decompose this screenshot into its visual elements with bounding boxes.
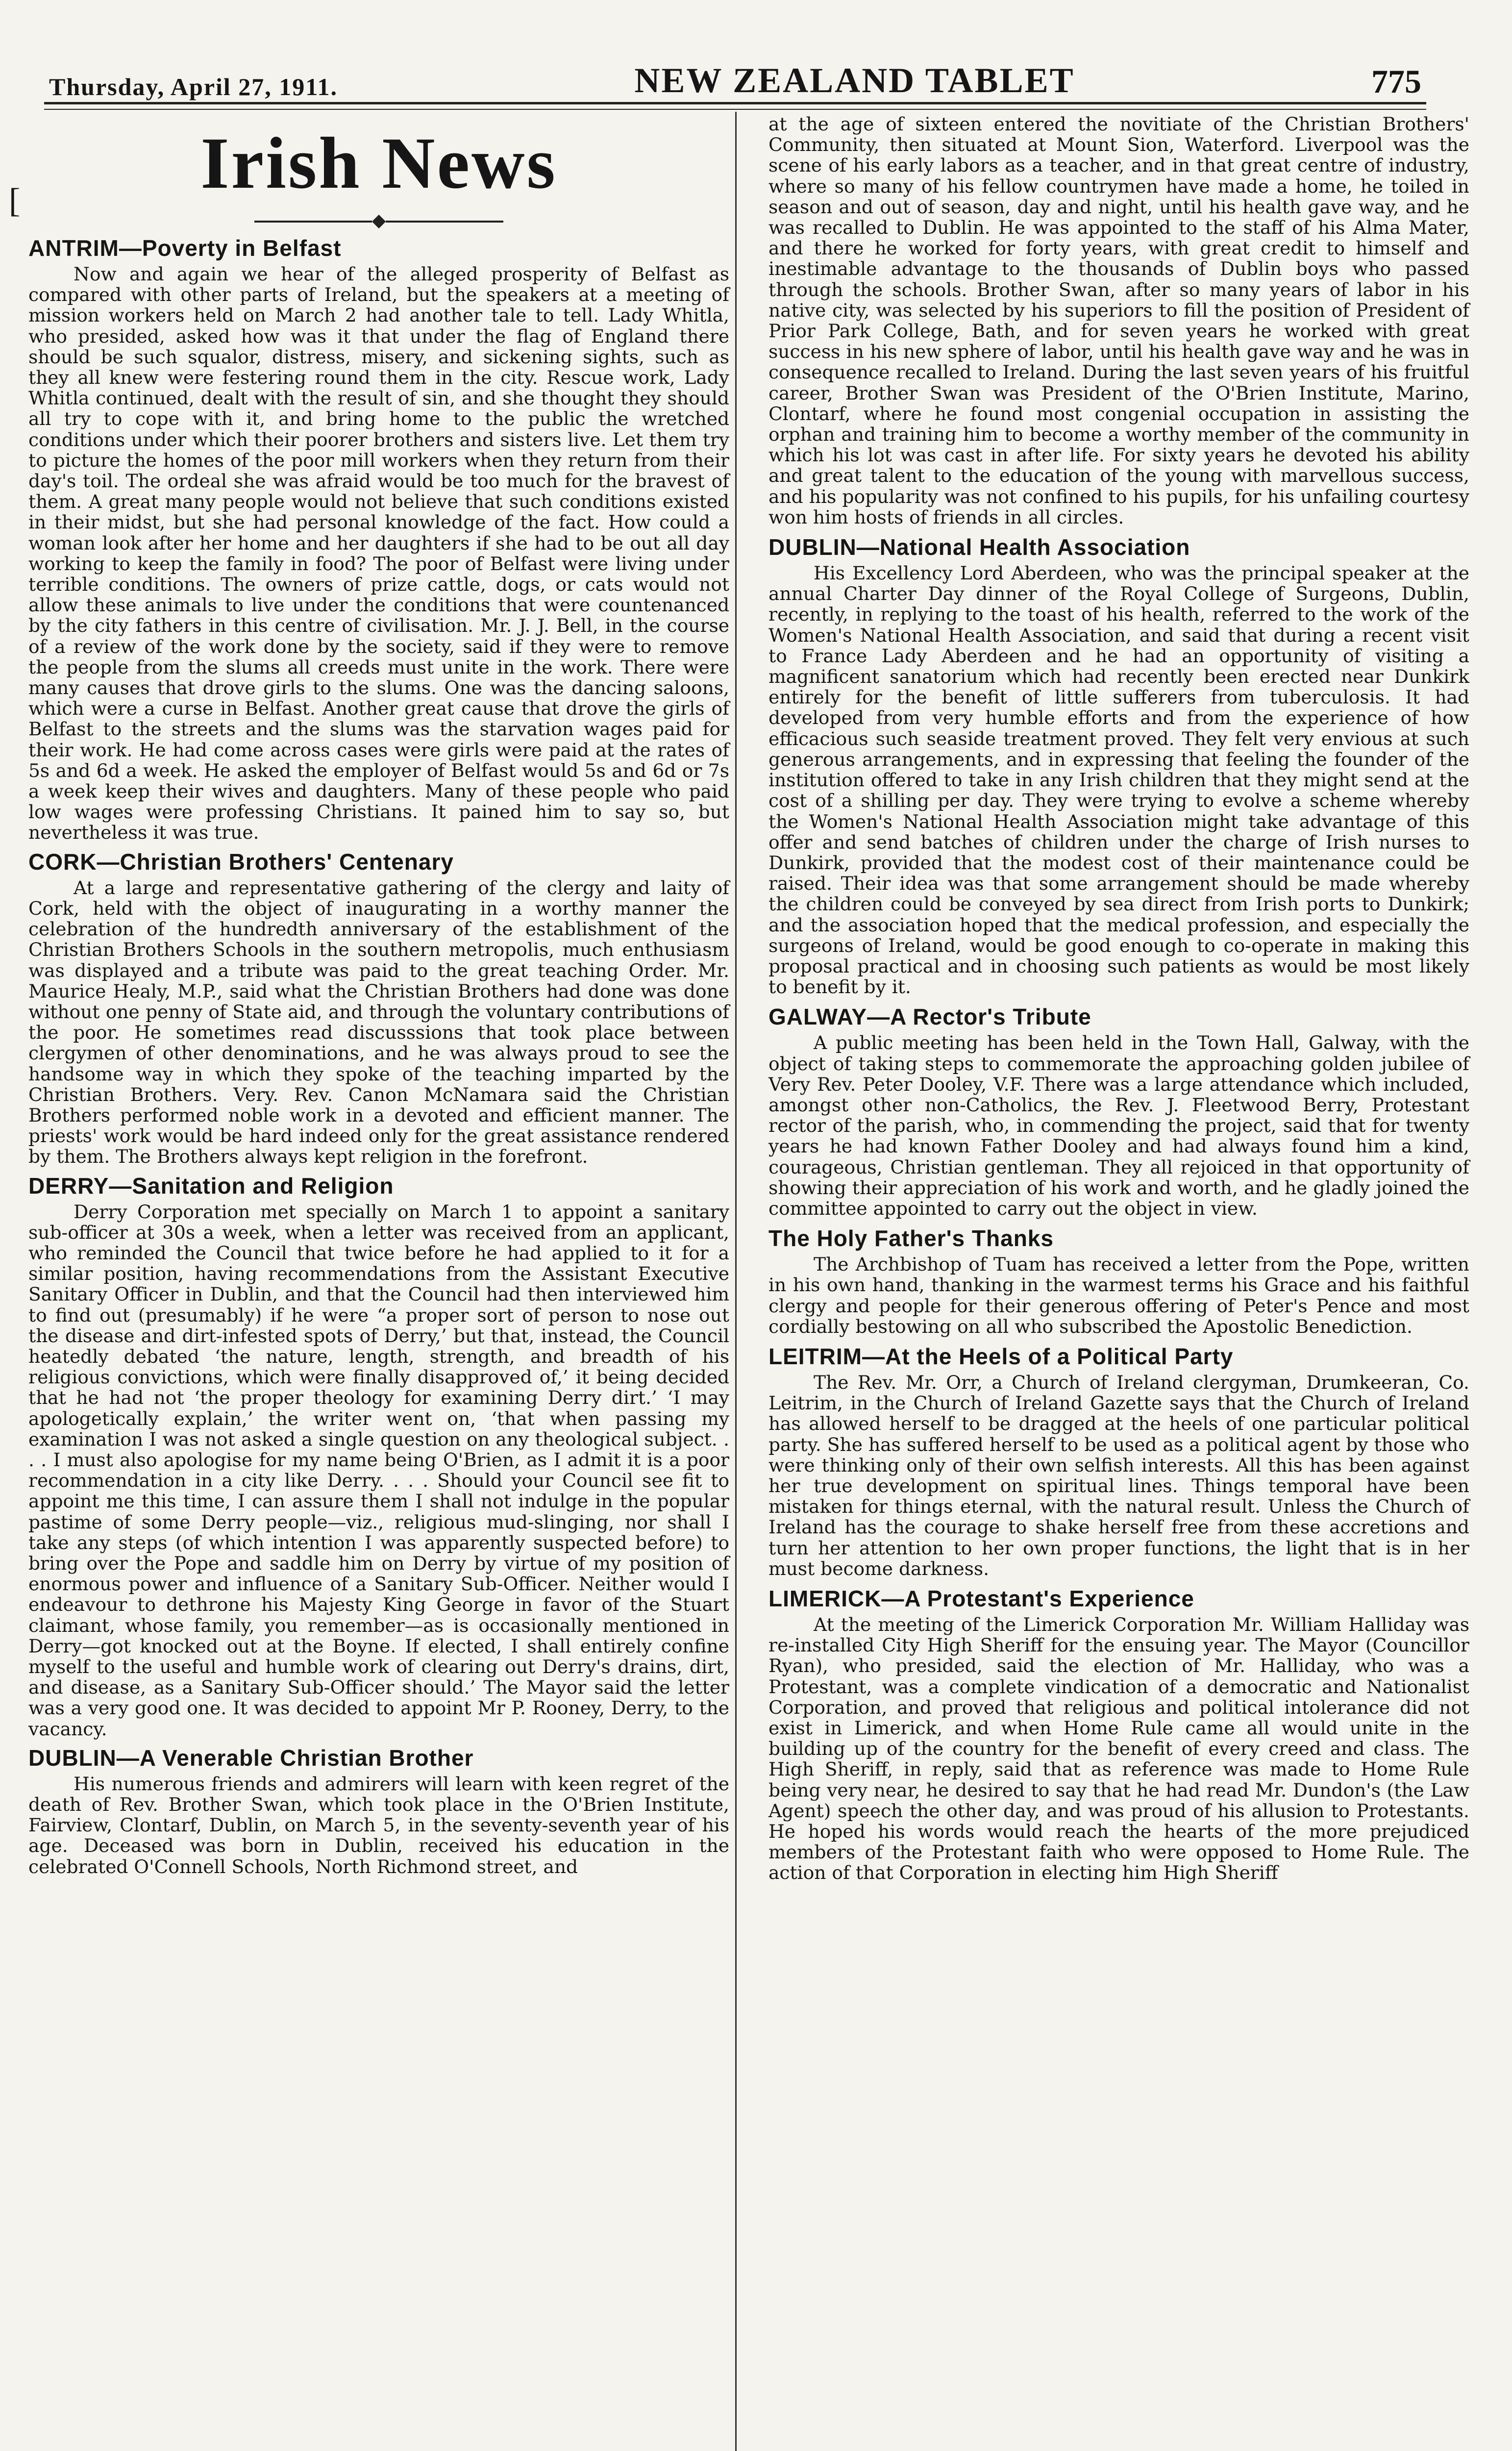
article-paragraph: at the age of sixteen entered the novitiate of the Christian Brothers' Community, then situated at Mount Sion, Waterford. Liverpool was the scene of his early labors as a teacher, and in that great centre of industry, where so many of his fellow countrymen have made a home, he toiled in season and out of season, day and night, until his health gave way, and he was recalled to Dublin. He was appointed to the staff of his Alma Mater, and there he worked for forty years, with great credit to himself and inestimable advantage to the thousands of Dublin boys who passed through the schools. Brother Swan, after so many years of labor in his native city, was selected by his superiors to fill the position of President of Prior Park College, Bath, and for seven years he worked with great success in his new sphere of labor, until his health gave way and he was in consequence recalled to Ireland. During the last seven years of his fruitful career, Brother Swan was President of the O'Brien Institute, Marino, Clontarf, where he found most congenial occupation in assisting the orphan and training him to become a worthy member of the community in which his lot was cast in after life. For sixty years he devoted his ability and great talent to the education of the young with marvellous success, and his popularity was not confined to his pupils, for his unfailing courtesy won him hosts of friends in all circles. [768, 113, 1469, 528]
article-heading: GALWAY—A Rector's Tribute [768, 1004, 1091, 1030]
article-heading: LEITRIM—At the Heels of a Political Party [768, 1343, 1234, 1369]
section-title: Irish News [200, 123, 557, 204]
article-paragraph: At a large and representative gathering of the clergy and laity of Cork, held with the object of inaugurating in a worthy manner the celebration of the hundredth anniversary of the establishment of the Christian Brothers Schools in the southern metropolis, much enthusiasm was displayed and a tribute was paid to the great teaching Order. Mr. Maurice Healy, M.P., said what the Christian Brothers had done was done without one penny of State aid, and through the voluntary contributions of the poor. He sometimes read discusssions that took place between clergymen of other denominations, and he was always proud to see the handsome way in which they spoke of the teaching imparted by the Christian Brothers. Very. Rev. Canon McNamara said the Christian Brothers performed noble work in a devoted and efficient manner. The priests' work would be hard indeed only for the great assistance rendered by them. The Brothers always kept religion in the forefront. [28, 876, 729, 1168]
margin-mark: [ [9, 182, 21, 220]
article-antrim [28, 233, 729, 843]
article-paragraph: Derry Corporation met specially on March 1 to appoint a sanitary sub-officer at 30s a week, when a letter was received from an applicant, who reminded the Council that twice before he had applied to it for a similar position, having recommendations from the Assistant Executive Sanitary Officer in Dublin, and that the Council had then interviewed him to find out (presumably) if he were “a proper sort of person to nose out the disease and dirt-infested spots of Derry,’ but that, instead, the Council heatedly debated ‘the nature, length, strength, and breadth of his religious convictions, which were finally disapproved of,’ it being decided that he had not ‘the proper theology for examining Derry dirt.’ ‘I may apologetically explain,’ the writer went on, ‘that when passing my examination I was not asked a single question on any theological subject. . . . I must also apologise for my name being O'Brien, as I admit it is a poor recommendation in a city like Derry. . . . Should your Council see fit to appoint me this time, I can assure them I shall not indulge in the popular pastime of some Derry people—viz., religious mud-slinging, nor shall I take any steps (of which intention I was apparently suspected before) to bring over the Pope and saddle him on Derry by virtue of my position of enormous power and influence of a Sanitary Sub-Officer. Neither would I endeavour to dethrone his Majesty King George in favor of the Stuart claimant, whose family, you remember—as is occasionally mentioned in Derry—got knocked out at the Boyne. If elected, I shall entirely confine myself to the useful and humble work of clearing out Derry's drains, dirt, and disease, as a Sanitary Sub-Officer should.’ The Mayor said the letter was a very good one. It was decided to appoint Mr P. Rooney, Derry, to the vacancy. [28, 1200, 729, 1740]
article-leitrim [768, 1342, 1469, 1579]
article-heading: The Holy Father's Thanks [768, 1226, 1054, 1251]
article-dublin-health [768, 532, 1469, 997]
diamond-ornament-icon [372, 215, 386, 228]
article-paragraph: His numerous friends and admirers will learn with keen regret of the death of Rev. Brother Swan, which took place in the O'Brien Institute, Fairview, Clontarf, Dublin, on March 5, in the seventy-seventh year of his age. Deceased was born in Dublin, received his education in the celebrated O'Connell Schools, North Richmond street, and [28, 1773, 729, 1877]
header-rule-thick [44, 102, 1426, 104]
article-dublin-brother-continued [768, 114, 1469, 527]
article-paragraph: The Rev. Mr. Orr, a Church of Ireland clergyman, Drumkeeran, Co. Leitrim, in the Church of Ireland Gazette says that the Church of Ireland has allowed herself to be dragged at the heels of one particular political party. She has suffered herself to be used as a political agent by those who were thinking only of their own selfish interests. All this has been against her true development on spiritual lines. Things temporal have been mistaken for things eternal, with the natural result. Unless the Church of Ireland has the courage to shake herself free from these accretions and turn her attention to her own proper functions, the light that is in her must become darkness. [768, 1371, 1469, 1579]
article-heading: CORK—Christian Brothers' Centenary [28, 849, 454, 875]
article-paragraph: The Archbishop of Tuam has received a letter from the Pope, written in his own hand, thanking in the warmest terms his Grace and his faithful clergy and people for their generous offering of Peter's Pence and most cordially bestowing on all who subscribed the Apostolic Benediction. [768, 1253, 1469, 1337]
publication-title: NEW ZEALAND TABLET [634, 61, 1075, 100]
page-header [49, 47, 1421, 101]
article-heading: DERRY—Sanitation and Religion [28, 1173, 394, 1199]
article-holy-father [768, 1224, 1469, 1337]
article-heading: DUBLIN—A Venerable Christian Brother [28, 1745, 474, 1771]
header-rule-thin [44, 109, 1426, 110]
article-limerick [768, 1584, 1469, 1883]
right-column [768, 114, 1469, 1886]
column-divider [735, 112, 737, 2451]
page-number: 775 [1371, 63, 1421, 100]
article-heading: LIMERICK—A Protestant's Experience [768, 1586, 1194, 1611]
ornament-divider [28, 217, 729, 226]
article-paragraph: A public meeting has been held in the Town Hall, Galway, with the object of taking steps to commemorate the approaching golden jubilee of Very Rev. Peter Dooley, V.F. There was a large attendance which included, amongst other non-Catholics, the Rev. J. Fleetwood Berry, Protestant rector of the parish, who, in commending the project, said that for twenty years he had known Father Dooley and had always found him a kind, courageous, Christian gentleman. They all rejoiced in that opportunity of showing their appreciation of his work and worth, and he gladly joined the committee appointed to carry out the object in view. [768, 1032, 1469, 1219]
article-paragraph: Now and again we hear of the alleged prosperity of Belfast as compared with other parts of Ireland, but the speakers at a meeting of mission workers held on March 2 had another tale to tell. Lady Whitla, who presided, asked how was it that under the flag of England there should be such squalor, distress, misery, and sickening sights, such as they all knew were festering round them in the city. Rescue work, Lady Whitla continued, dealt with the result of sin, and she thought they should all try to cope with it, and bring home to the public the wretched conditions under which their poorer brothers and sisters live. Let them try to picture the homes of the poor mill workers when they return from their day's toil. The ordeal she was afraid would be too much for the bravest of them. A great many people would not believe that such conditions existed in their midst, but she had personal knowledge of the fact. How could a woman look after her home and her daughters if she had to be out all day working to keep the family in food? The poor of Belfast were living under terrible conditions. The owners of prize cattle, dogs, or cats would not allow these animals to live under the conditions that were countenanced by the city fathers in this centre of civilisation. Mr. J. J. Bell, in the course of a review of the work done by the society, said if they were to remove the people from the slums all creeds must unite in the work. There were many causes that drove girls to the slums. One was the dancing saloons, which were a curse in Belfast. Another great cause that drove the girls of Belfast to the streets and the slums was the starvation wages paid for their work. He had come across cases were girls were paid at the rates of 5s and 6d a week. He asked the employer of Belfast would 5s and 6d or 7s a week keep their wives and daughters. Many of these people who paid low wages were professing Christians. It pained him to say so, but nevertheless it was true. [28, 263, 729, 844]
article-paragraph: His Excellency Lord Aberdeen, who was the principal speaker at the annual Charter Day dinner of the Royal College of Surgeons, Dublin, recently, in replying to the toast of his health, referred to the work of the Women's National Health Association, and said that during a recent visit to France Lady Aberdeen and he had an opportunity of visiting a magnificent sanatorium which had recently been erected near Dunkirk entirely for the benefit of little sufferers from tuberculosis. It had developed from very humble efforts and from the experience of how efficacious such seaside treatment proved. They felt very envious at such generous arrangements, and in expressing that feeling the founder of the institution offered to take in any Irish children that they might send at the cost of a shilling per day. They were trying to evolve a scheme whereby the Women's National Health Association might take advantage of this offer and send batches of children under the charge of Irish nurses to Dunkirk, provided that the modest cost of their maintenance could be raised. Their idea was that some arrangement should be made whereby the children could be conveyed by sea direct from Irish ports to Dunkirk; and the association hoped that the medical profession, and especially the surgeons of Ireland, would be good enough to co-operate in making this proposal practical and in choosing such patients as would be most likely to benefit by it. [768, 562, 1469, 998]
article-paragraph: At the meeting of the Limerick Corporation Mr. William Halliday was re-installed City High Sheriff for the ensuing year. The Mayor (Councillor Ryan), who presided, said the election of Mr. Halliday, who was a Protestant, was a complete vindication of a democratic and Nationalist Corporation, and proved that religious and political intolerance did not exist in Limerick, and when Home Rule came all would unite in the building up of the country for the benefit of every creed and class. The High Sheriff, in reply, said that as reference was made to Home Rule being very near, he desired to say that he had read Mr. Dundon's (the Law Agent) speech the other day, and was proud of his allusion to Protestants. He hoped his words would reach the hearts of the more prejudiced members of the Protestant faith who were opposed to Home Rule. The action of that Corporation in electing him High Sheriff [768, 1614, 1469, 1884]
section-masthead [28, 122, 729, 226]
left-column [28, 114, 729, 1880]
article-heading: DUBLIN—National Health Association [768, 534, 1190, 560]
article-dublin-brother [28, 1743, 729, 1877]
article-galway [768, 1002, 1469, 1219]
article-heading: ANTRIM—Poverty in Belfast [28, 235, 342, 261]
article-derry [28, 1171, 729, 1739]
issue-date: Thursday, April 27, 1911. [49, 73, 338, 100]
article-cork [28, 847, 729, 1167]
